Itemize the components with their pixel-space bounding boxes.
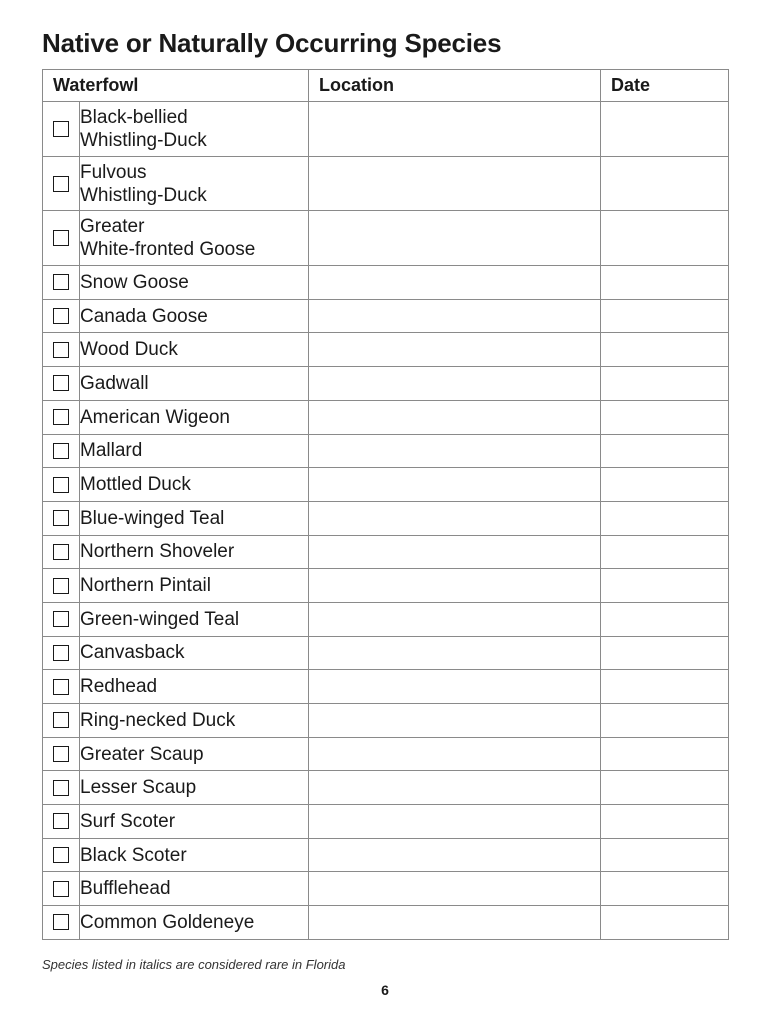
location-cell[interactable] — [309, 211, 601, 266]
species-name: Northern Shoveler — [80, 535, 309, 569]
date-cell[interactable] — [601, 704, 729, 738]
species-name: Bufflehead — [80, 872, 309, 906]
table-row — [43, 333, 729, 367]
date-cell[interactable] — [601, 535, 729, 569]
species-checkbox[interactable] — [53, 813, 69, 829]
date-cell[interactable] — [601, 266, 729, 300]
species-checkbox[interactable] — [53, 274, 69, 290]
species-name: Mallard — [80, 434, 309, 468]
date-cell[interactable] — [601, 468, 729, 502]
species-name: Canvasback — [80, 636, 309, 670]
species-checkbox[interactable] — [53, 375, 69, 391]
location-cell[interactable] — [309, 602, 601, 636]
species-checkbox[interactable] — [53, 121, 69, 137]
checkbox-cell — [43, 670, 80, 704]
species-checkbox[interactable] — [53, 914, 69, 930]
species-checkbox[interactable] — [53, 308, 69, 324]
checkbox-cell — [43, 266, 80, 300]
species-name: Wood Duck — [80, 333, 309, 367]
species-checkbox[interactable] — [53, 578, 69, 594]
date-cell[interactable] — [601, 156, 729, 211]
checkbox-cell — [43, 636, 80, 670]
checkbox-cell — [43, 501, 80, 535]
table-row — [43, 636, 729, 670]
checkbox-cell — [43, 569, 80, 603]
species-checklist-table — [42, 69, 729, 940]
checkbox-cell — [43, 771, 80, 805]
species-name: Greater Scaup — [80, 737, 309, 771]
date-cell[interactable] — [601, 333, 729, 367]
location-cell[interactable] — [309, 771, 601, 805]
table-row — [43, 211, 729, 266]
species-checkbox[interactable] — [53, 679, 69, 695]
date-cell[interactable] — [601, 501, 729, 535]
table-row — [43, 468, 729, 502]
table-row — [43, 367, 729, 401]
species-checkbox[interactable] — [53, 477, 69, 493]
species-name: Ring-necked Duck — [80, 704, 309, 738]
checkbox-cell — [43, 299, 80, 333]
species-checkbox[interactable] — [53, 544, 69, 560]
table-row — [43, 299, 729, 333]
header-row — [43, 70, 729, 102]
location-cell[interactable] — [309, 737, 601, 771]
table-row — [43, 602, 729, 636]
date-cell[interactable] — [601, 299, 729, 333]
checkbox-cell — [43, 400, 80, 434]
table-row — [43, 569, 729, 603]
species-checkbox[interactable] — [53, 746, 69, 762]
table-row — [43, 434, 729, 468]
date-cell[interactable] — [601, 771, 729, 805]
species-checkbox[interactable] — [53, 881, 69, 897]
species-name: Gadwall — [80, 367, 309, 401]
table-row — [43, 771, 729, 805]
species-checkbox[interactable] — [53, 780, 69, 796]
species-checkbox[interactable] — [53, 611, 69, 627]
date-cell[interactable] — [601, 602, 729, 636]
date-cell[interactable] — [601, 838, 729, 872]
species-name: Fulvous Whistling-Duck — [80, 156, 309, 211]
footnote: Species listed in italics are considered rare in Florida — [42, 957, 346, 972]
location-cell[interactable] — [309, 704, 601, 738]
species-checkbox[interactable] — [53, 230, 69, 246]
date-cell[interactable] — [601, 906, 729, 940]
table-row — [43, 266, 729, 300]
species-name: Northern Pintail — [80, 569, 309, 603]
species-name: Greater White-fronted Goose — [80, 211, 309, 266]
date-cell[interactable] — [601, 434, 729, 468]
location-cell[interactable] — [309, 156, 601, 211]
checkbox-cell — [43, 872, 80, 906]
date-cell[interactable] — [601, 737, 729, 771]
table-row — [43, 535, 729, 569]
species-name: Black Scoter — [80, 838, 309, 872]
location-cell[interactable] — [309, 805, 601, 839]
location-cell[interactable] — [309, 838, 601, 872]
checkbox-cell — [43, 211, 80, 266]
location-cell[interactable] — [309, 872, 601, 906]
date-cell[interactable] — [601, 102, 729, 157]
date-cell[interactable] — [601, 400, 729, 434]
date-cell[interactable] — [601, 805, 729, 839]
date-cell[interactable] — [601, 569, 729, 603]
location-cell[interactable] — [309, 434, 601, 468]
table-row — [43, 737, 729, 771]
species-name: Snow Goose — [80, 266, 309, 300]
species-name: Lesser Scaup — [80, 771, 309, 805]
location-cell[interactable] — [309, 266, 601, 300]
species-checkbox[interactable] — [53, 409, 69, 425]
species-checkbox[interactable] — [53, 847, 69, 863]
location-cell[interactable] — [309, 535, 601, 569]
table-row — [43, 906, 729, 940]
checkbox-cell — [43, 468, 80, 502]
checkbox-cell — [43, 102, 80, 157]
date-cell[interactable] — [601, 636, 729, 670]
date-cell[interactable] — [601, 367, 729, 401]
location-cell[interactable] — [309, 367, 601, 401]
checkbox-cell — [43, 838, 80, 872]
checkbox-cell — [43, 367, 80, 401]
species-name: Green-winged Teal — [80, 602, 309, 636]
location-cell[interactable] — [309, 670, 601, 704]
species-checkbox[interactable] — [53, 712, 69, 728]
table-row — [43, 102, 729, 157]
species-name: American Wigeon — [80, 400, 309, 434]
checkbox-cell — [43, 906, 80, 940]
species-checkbox[interactable] — [53, 510, 69, 526]
location-cell[interactable] — [309, 906, 601, 940]
location-cell[interactable] — [309, 299, 601, 333]
table-row — [43, 501, 729, 535]
species-column-header: Waterfowl — [43, 70, 309, 102]
location-cell[interactable] — [309, 333, 601, 367]
species-checkbox[interactable] — [53, 645, 69, 661]
table-row — [43, 400, 729, 434]
checkbox-cell — [43, 333, 80, 367]
species-name: Mottled Duck — [80, 468, 309, 502]
checkbox-cell — [43, 704, 80, 738]
table-row — [43, 838, 729, 872]
location-cell[interactable] — [309, 400, 601, 434]
location-column-header: Location — [309, 70, 601, 102]
checkbox-cell — [43, 156, 80, 211]
location-cell[interactable] — [309, 468, 601, 502]
checkbox-cell — [43, 602, 80, 636]
location-cell[interactable] — [309, 501, 601, 535]
location-cell[interactable] — [309, 569, 601, 603]
checkbox-cell — [43, 805, 80, 839]
table-row — [43, 670, 729, 704]
species-checkbox[interactable] — [53, 443, 69, 459]
date-cell[interactable] — [601, 670, 729, 704]
species-name: Blue-winged Teal — [80, 501, 309, 535]
location-cell[interactable] — [309, 636, 601, 670]
table-row — [43, 872, 729, 906]
page-title: Native or Naturally Occurring Species — [42, 28, 502, 58]
checkbox-cell — [43, 535, 80, 569]
date-cell[interactable] — [601, 872, 729, 906]
species-name: Surf Scoter — [80, 805, 309, 839]
page-number: 6 — [381, 982, 389, 998]
date-cell[interactable] — [601, 211, 729, 266]
table-row — [43, 704, 729, 738]
location-cell[interactable] — [309, 102, 601, 157]
species-checkbox[interactable] — [53, 176, 69, 192]
date-column-header: Date — [601, 70, 729, 102]
checkbox-cell — [43, 737, 80, 771]
table-row — [43, 156, 729, 211]
table-row — [43, 805, 729, 839]
species-name: Black-bellied Whistling-Duck — [80, 102, 309, 157]
checkbox-cell — [43, 434, 80, 468]
species-name: Redhead — [80, 670, 309, 704]
species-name: Common Goldeneye — [80, 906, 309, 940]
species-checkbox[interactable] — [53, 342, 69, 358]
species-name: Canada Goose — [80, 299, 309, 333]
